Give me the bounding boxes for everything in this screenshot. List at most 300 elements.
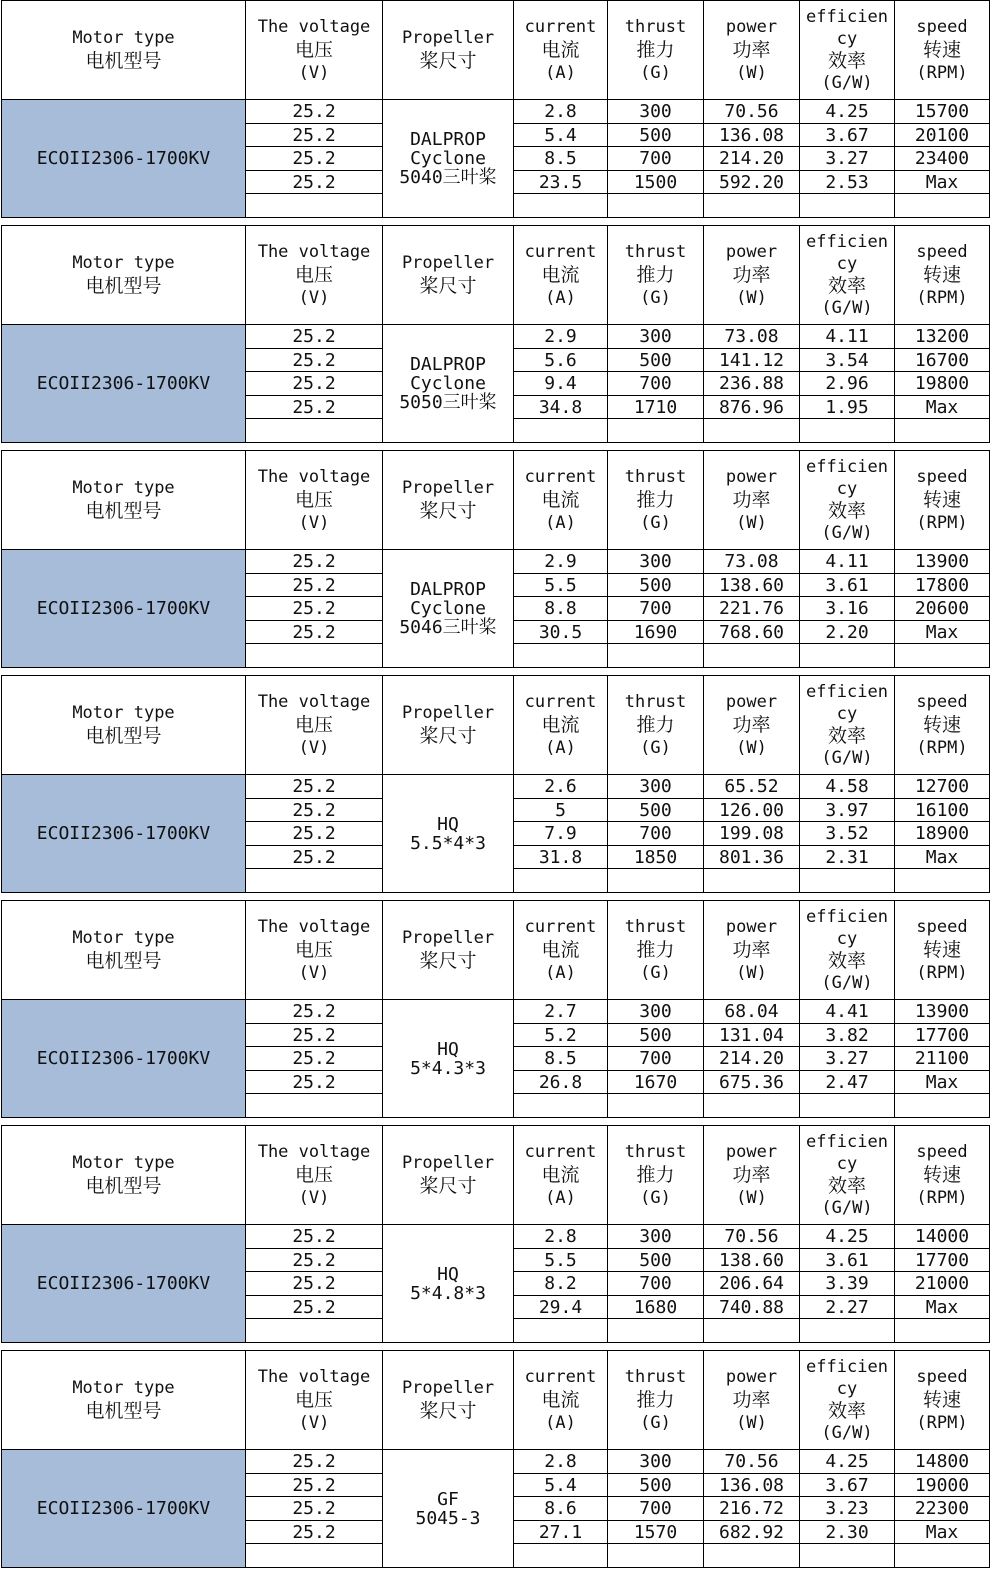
- motor-test-block: [0, 225, 1000, 447]
- efficiency-cell: 3.54: [800, 348, 895, 372]
- current-cell: 23.5: [514, 170, 608, 194]
- efficiency-cell: 3.16: [800, 597, 895, 621]
- header-thrust: thrust 推力 (G): [608, 1351, 704, 1450]
- header-row: [2, 451, 990, 550]
- current-cell: 5.5: [514, 573, 608, 597]
- voltage-cell: 25.2: [246, 620, 383, 644]
- propeller-cell: [383, 1000, 514, 1118]
- power-cell: 73.08: [704, 550, 800, 574]
- propeller-line: Cyclone: [410, 373, 486, 395]
- header-current: current 电流 (A): [514, 1351, 608, 1450]
- header-voltage: The voltage 电压 (V): [246, 451, 383, 550]
- propeller-line: 5.5*4*3: [410, 832, 486, 854]
- data-row: [2, 325, 990, 349]
- current-cell: 27.1: [514, 1520, 608, 1544]
- thrust-cell: 700: [608, 147, 704, 171]
- power-cell: 216.72: [704, 1497, 800, 1521]
- header-motor-type: Motor type 电机型号: [2, 1126, 246, 1225]
- header-row: [2, 1126, 990, 1225]
- voltage-cell: 25.2: [246, 1225, 383, 1249]
- speed-cell: 13200: [895, 325, 990, 349]
- current-cell: 5.4: [514, 123, 608, 147]
- speed-cell: 23400: [895, 147, 990, 171]
- thrust-cell: 500: [608, 573, 704, 597]
- empty-cell: [895, 1544, 990, 1568]
- propeller-line: 5046三叶桨: [399, 617, 497, 639]
- propeller-line: DALPROP: [410, 354, 486, 376]
- power-cell: 236.88: [704, 372, 800, 396]
- power-cell: 138.60: [704, 1248, 800, 1272]
- thrust-cell: 1670: [608, 1070, 704, 1094]
- motor-type-cell: ECOII2306-1700KV: [2, 1000, 246, 1118]
- power-cell: 206.64: [704, 1272, 800, 1296]
- empty-cell: [514, 1544, 608, 1568]
- current-cell: 2.7: [514, 1000, 608, 1024]
- efficiency-cell: 3.23: [800, 1497, 895, 1521]
- power-cell: 740.88: [704, 1295, 800, 1319]
- current-cell: 7.9: [514, 822, 608, 846]
- voltage-cell: 25.2: [246, 1272, 383, 1296]
- speed-cell: Max: [895, 1295, 990, 1319]
- motor-type-cell: ECOII2306-1700KV: [2, 1225, 246, 1343]
- voltage-cell: 25.2: [246, 597, 383, 621]
- empty-cell: [704, 644, 800, 668]
- current-cell: 31.8: [514, 845, 608, 869]
- power-cell: 138.60: [704, 573, 800, 597]
- thrust-cell: 1500: [608, 170, 704, 194]
- empty-cell: [514, 1319, 608, 1343]
- motor-test-block: [0, 450, 1000, 672]
- empty-cell: [608, 194, 704, 218]
- efficiency-cell: 2.31: [800, 845, 895, 869]
- efficiency-cell: 3.61: [800, 573, 895, 597]
- propeller-cell: [383, 325, 514, 443]
- current-cell: 8.5: [514, 1047, 608, 1071]
- empty-cell: [608, 419, 704, 443]
- voltage-cell: 25.2: [246, 170, 383, 194]
- thrust-cell: 700: [608, 372, 704, 396]
- propeller-cell: [383, 100, 514, 218]
- header-voltage: The voltage 电压 (V): [246, 1, 383, 100]
- empty-cell: [704, 194, 800, 218]
- voltage-cell: 25.2: [246, 372, 383, 396]
- speed-cell: 21100: [895, 1047, 990, 1071]
- empty-cell: [246, 1094, 383, 1118]
- header-motor-type: Motor type 电机型号: [2, 901, 246, 1000]
- empty-cell: [895, 1319, 990, 1343]
- header-power: power 功率 (W): [704, 1, 800, 100]
- current-cell: 30.5: [514, 620, 608, 644]
- propeller-line: DALPROP: [410, 129, 486, 151]
- voltage-cell: 25.2: [246, 550, 383, 574]
- efficiency-cell: 4.25: [800, 1225, 895, 1249]
- efficiency-cell: 3.67: [800, 123, 895, 147]
- motor-type-cell: ECOII2306-1700KV: [2, 100, 246, 218]
- header-speed: speed 转速 (RPM): [895, 451, 990, 550]
- empty-cell: [800, 419, 895, 443]
- propeller-cell: [383, 550, 514, 668]
- data-row: [2, 1000, 990, 1024]
- efficiency-cell: 2.30: [800, 1520, 895, 1544]
- speed-cell: 20600: [895, 597, 990, 621]
- propeller-cell: [383, 1225, 514, 1343]
- power-cell: 131.04: [704, 1023, 800, 1047]
- empty-cell: [800, 194, 895, 218]
- current-cell: 34.8: [514, 395, 608, 419]
- power-cell: 136.08: [704, 123, 800, 147]
- empty-cell: [608, 1544, 704, 1568]
- voltage-cell: 25.2: [246, 147, 383, 171]
- empty-cell: [704, 869, 800, 893]
- header-voltage: The voltage 电压 (V): [246, 1126, 383, 1225]
- speed-cell: Max: [895, 170, 990, 194]
- header-voltage: The voltage 电压 (V): [246, 676, 383, 775]
- motor-test-block: [0, 1350, 1000, 1572]
- motor-test-table: [1, 675, 990, 893]
- header-voltage: The voltage 电压 (V): [246, 1351, 383, 1450]
- empty-cell: [514, 194, 608, 218]
- thrust-cell: 700: [608, 1047, 704, 1071]
- data-row: [2, 100, 990, 124]
- header-power: power 功率 (W): [704, 901, 800, 1000]
- header-propeller: Propeller 桨尺寸: [383, 1351, 514, 1450]
- header-speed: speed 转速 (RPM): [895, 1, 990, 100]
- header-motor-type: Motor type 电机型号: [2, 1, 246, 100]
- header-current: current 电流 (A): [514, 1126, 608, 1225]
- thrust-cell: 500: [608, 1023, 704, 1047]
- header-motor-type: Motor type 电机型号: [2, 676, 246, 775]
- speed-cell: Max: [895, 845, 990, 869]
- empty-cell: [895, 419, 990, 443]
- current-cell: 5.2: [514, 1023, 608, 1047]
- speed-cell: 14000: [895, 1225, 990, 1249]
- thrust-cell: 1690: [608, 620, 704, 644]
- efficiency-cell: 3.97: [800, 798, 895, 822]
- thrust-cell: 300: [608, 1000, 704, 1024]
- empty-cell: [246, 1319, 383, 1343]
- header-motor-type: Motor type 电机型号: [2, 226, 246, 325]
- header-thrust: thrust 推力 (G): [608, 226, 704, 325]
- voltage-cell: 25.2: [246, 1450, 383, 1474]
- thrust-cell: 700: [608, 822, 704, 846]
- thrust-cell: 500: [608, 798, 704, 822]
- power-cell: 73.08: [704, 325, 800, 349]
- speed-cell: 17700: [895, 1023, 990, 1047]
- header-current: current 电流 (A): [514, 451, 608, 550]
- header-speed: speed 转速 (RPM): [895, 1126, 990, 1225]
- empty-cell: [514, 1094, 608, 1118]
- power-cell: 768.60: [704, 620, 800, 644]
- motor-test-table: [1, 225, 990, 443]
- propeller-line: 5040三叶桨: [399, 167, 497, 189]
- efficiency-cell: 3.39: [800, 1272, 895, 1296]
- header-propeller: Propeller 桨尺寸: [383, 1, 514, 100]
- efficiency-cell: 4.41: [800, 1000, 895, 1024]
- header-efficiency: efficien cy 效率 (G/W): [800, 676, 895, 775]
- voltage-cell: 25.2: [246, 1473, 383, 1497]
- current-cell: 29.4: [514, 1295, 608, 1319]
- voltage-cell: 25.2: [246, 1023, 383, 1047]
- propeller-line: DALPROP: [410, 579, 486, 601]
- efficiency-cell: 1.95: [800, 395, 895, 419]
- header-thrust: thrust 推力 (G): [608, 676, 704, 775]
- thrust-cell: 1680: [608, 1295, 704, 1319]
- voltage-cell: 25.2: [246, 1070, 383, 1094]
- motor-test-table: [1, 450, 990, 668]
- empty-cell: [895, 1094, 990, 1118]
- header-power: power 功率 (W): [704, 1351, 800, 1450]
- efficiency-cell: 2.96: [800, 372, 895, 396]
- thrust-cell: 300: [608, 325, 704, 349]
- speed-cell: 19000: [895, 1473, 990, 1497]
- efficiency-cell: 3.27: [800, 147, 895, 171]
- empty-cell: [800, 1094, 895, 1118]
- efficiency-cell: 3.67: [800, 1473, 895, 1497]
- propeller-line: GF: [437, 1488, 459, 1510]
- thrust-cell: 300: [608, 1225, 704, 1249]
- motor-type-cell: ECOII2306-1700KV: [2, 550, 246, 668]
- speed-cell: 20100: [895, 123, 990, 147]
- speed-cell: 17700: [895, 1248, 990, 1272]
- data-row: [2, 550, 990, 574]
- power-cell: 801.36: [704, 845, 800, 869]
- efficiency-cell: 3.82: [800, 1023, 895, 1047]
- header-row: [2, 901, 990, 1000]
- power-cell: 65.52: [704, 775, 800, 799]
- thrust-cell: 700: [608, 1272, 704, 1296]
- empty-cell: [514, 644, 608, 668]
- efficiency-cell: 2.53: [800, 170, 895, 194]
- speed-cell: 14800: [895, 1450, 990, 1474]
- header-power: power 功率 (W): [704, 451, 800, 550]
- propeller-line: HQ: [437, 1263, 459, 1285]
- empty-cell: [704, 1094, 800, 1118]
- header-current: current 电流 (A): [514, 226, 608, 325]
- current-cell: 2.8: [514, 100, 608, 124]
- current-cell: 9.4: [514, 372, 608, 396]
- current-cell: 5.4: [514, 1473, 608, 1497]
- current-cell: 2.9: [514, 550, 608, 574]
- power-cell: 592.20: [704, 170, 800, 194]
- header-efficiency: efficien cy 效率 (G/W): [800, 451, 895, 550]
- propeller-line: HQ: [437, 813, 459, 835]
- voltage-cell: 25.2: [246, 123, 383, 147]
- power-cell: 136.08: [704, 1473, 800, 1497]
- header-propeller: Propeller 桨尺寸: [383, 1126, 514, 1225]
- voltage-cell: 25.2: [246, 845, 383, 869]
- current-cell: 26.8: [514, 1070, 608, 1094]
- empty-cell: [246, 1544, 383, 1568]
- propeller-cell: [383, 775, 514, 893]
- power-cell: 675.36: [704, 1070, 800, 1094]
- voltage-cell: 25.2: [246, 775, 383, 799]
- header-thrust: thrust 推力 (G): [608, 451, 704, 550]
- empty-cell: [800, 869, 895, 893]
- speed-cell: 16700: [895, 348, 990, 372]
- voltage-cell: 25.2: [246, 573, 383, 597]
- header-efficiency: efficien cy 效率 (G/W): [800, 901, 895, 1000]
- header-propeller: Propeller 桨尺寸: [383, 676, 514, 775]
- empty-cell: [704, 1544, 800, 1568]
- thrust-cell: 300: [608, 550, 704, 574]
- motor-type-cell: ECOII2306-1700KV: [2, 1450, 246, 1568]
- motor-test-table: [1, 900, 990, 1118]
- empty-cell: [514, 869, 608, 893]
- efficiency-cell: 4.11: [800, 325, 895, 349]
- header-propeller: Propeller 桨尺寸: [383, 451, 514, 550]
- power-cell: 141.12: [704, 348, 800, 372]
- motor-test-table: [1, 0, 990, 218]
- header-efficiency: efficien cy 效率 (G/W): [800, 1126, 895, 1225]
- voltage-cell: 25.2: [246, 100, 383, 124]
- data-row: [2, 775, 990, 799]
- motor-test-block: [0, 0, 1000, 222]
- header-speed: speed 转速 (RPM): [895, 676, 990, 775]
- thrust-cell: 500: [608, 348, 704, 372]
- data-row: [2, 1450, 990, 1474]
- power-cell: 70.56: [704, 1225, 800, 1249]
- power-cell: 214.20: [704, 1047, 800, 1071]
- thrust-cell: 300: [608, 1450, 704, 1474]
- header-row: [2, 226, 990, 325]
- motor-test-block: [0, 900, 1000, 1122]
- power-cell: 214.20: [704, 147, 800, 171]
- header-voltage: The voltage 电压 (V): [246, 901, 383, 1000]
- speed-cell: Max: [895, 1070, 990, 1094]
- propeller-cell: [383, 1450, 514, 1568]
- power-cell: 876.96: [704, 395, 800, 419]
- header-row: [2, 1, 990, 100]
- current-cell: 8.6: [514, 1497, 608, 1521]
- empty-cell: [704, 419, 800, 443]
- motor-test-table: [1, 1350, 990, 1568]
- empty-cell: [895, 644, 990, 668]
- header-motor-type: Motor type 电机型号: [2, 1351, 246, 1450]
- efficiency-cell: 3.52: [800, 822, 895, 846]
- header-voltage: The voltage 电压 (V): [246, 226, 383, 325]
- empty-cell: [246, 194, 383, 218]
- current-cell: 2.8: [514, 1225, 608, 1249]
- current-cell: 5: [514, 798, 608, 822]
- motor-test-block: [0, 675, 1000, 897]
- header-propeller: Propeller 桨尺寸: [383, 901, 514, 1000]
- voltage-cell: 25.2: [246, 822, 383, 846]
- efficiency-cell: 4.25: [800, 1450, 895, 1474]
- thrust-cell: 300: [608, 775, 704, 799]
- header-propeller: Propeller 桨尺寸: [383, 226, 514, 325]
- header-speed: speed 转速 (RPM): [895, 901, 990, 1000]
- propeller-line: Cyclone: [410, 148, 486, 170]
- empty-cell: [800, 1544, 895, 1568]
- voltage-cell: 25.2: [246, 1295, 383, 1319]
- voltage-cell: 25.2: [246, 1248, 383, 1272]
- thrust-cell: 1710: [608, 395, 704, 419]
- thrust-cell: 300: [608, 100, 704, 124]
- current-cell: 5.6: [514, 348, 608, 372]
- thrust-cell: 500: [608, 1248, 704, 1272]
- header-thrust: thrust 推力 (G): [608, 901, 704, 1000]
- current-cell: 2.6: [514, 775, 608, 799]
- speed-cell: 15700: [895, 100, 990, 124]
- power-cell: 70.56: [704, 1450, 800, 1474]
- efficiency-cell: 3.61: [800, 1248, 895, 1272]
- speed-cell: Max: [895, 395, 990, 419]
- empty-cell: [514, 419, 608, 443]
- empty-cell: [246, 644, 383, 668]
- efficiency-cell: 2.27: [800, 1295, 895, 1319]
- voltage-cell: 25.2: [246, 348, 383, 372]
- voltage-cell: 25.2: [246, 1000, 383, 1024]
- current-cell: 2.8: [514, 1450, 608, 1474]
- voltage-cell: 25.2: [246, 1047, 383, 1071]
- header-motor-type: Motor type 电机型号: [2, 451, 246, 550]
- thrust-cell: 700: [608, 1497, 704, 1521]
- propeller-line: Cyclone: [410, 598, 486, 620]
- header-power: power 功率 (W): [704, 1126, 800, 1225]
- efficiency-cell: 2.47: [800, 1070, 895, 1094]
- voltage-cell: 25.2: [246, 1520, 383, 1544]
- empty-cell: [704, 1319, 800, 1343]
- efficiency-cell: 3.27: [800, 1047, 895, 1071]
- motor-test-table: [1, 1125, 990, 1343]
- data-row: [2, 1225, 990, 1249]
- efficiency-cell: 4.25: [800, 100, 895, 124]
- empty-cell: [895, 194, 990, 218]
- power-cell: 682.92: [704, 1520, 800, 1544]
- empty-cell: [800, 644, 895, 668]
- motor-test-block: [0, 1125, 1000, 1347]
- header-thrust: thrust 推力 (G): [608, 1, 704, 100]
- efficiency-cell: 4.11: [800, 550, 895, 574]
- header-thrust: thrust 推力 (G): [608, 1126, 704, 1225]
- header-efficiency: efficien cy 效率 (G/W): [800, 226, 895, 325]
- thrust-cell: 1570: [608, 1520, 704, 1544]
- header-current: current 电流 (A): [514, 676, 608, 775]
- propeller-line: 5050三叶桨: [399, 392, 497, 414]
- speed-cell: 21000: [895, 1272, 990, 1296]
- header-speed: speed 转速 (RPM): [895, 1351, 990, 1450]
- speed-cell: 19800: [895, 372, 990, 396]
- voltage-cell: 25.2: [246, 1497, 383, 1521]
- empty-cell: [246, 869, 383, 893]
- motor-type-cell: ECOII2306-1700KV: [2, 775, 246, 893]
- current-cell: 8.2: [514, 1272, 608, 1296]
- current-cell: 8.8: [514, 597, 608, 621]
- empty-cell: [608, 869, 704, 893]
- header-efficiency: efficien cy 效率 (G/W): [800, 1351, 895, 1450]
- propeller-line: 5*4.8*3: [410, 1282, 486, 1304]
- speed-cell: 17800: [895, 573, 990, 597]
- empty-cell: [246, 419, 383, 443]
- thrust-cell: 700: [608, 597, 704, 621]
- header-current: current 电流 (A): [514, 1, 608, 100]
- speed-cell: 13900: [895, 550, 990, 574]
- thrust-cell: 500: [608, 1473, 704, 1497]
- speed-cell: 12700: [895, 775, 990, 799]
- speed-cell: Max: [895, 1520, 990, 1544]
- header-speed: speed 转速 (RPM): [895, 226, 990, 325]
- power-cell: 126.00: [704, 798, 800, 822]
- header-efficiency: efficien cy 效率 (G/W): [800, 1, 895, 100]
- power-cell: 221.76: [704, 597, 800, 621]
- voltage-cell: 25.2: [246, 325, 383, 349]
- power-cell: 70.56: [704, 100, 800, 124]
- power-cell: 68.04: [704, 1000, 800, 1024]
- thrust-cell: 500: [608, 123, 704, 147]
- current-cell: 5.5: [514, 1248, 608, 1272]
- empty-cell: [608, 1094, 704, 1118]
- speed-cell: 18900: [895, 822, 990, 846]
